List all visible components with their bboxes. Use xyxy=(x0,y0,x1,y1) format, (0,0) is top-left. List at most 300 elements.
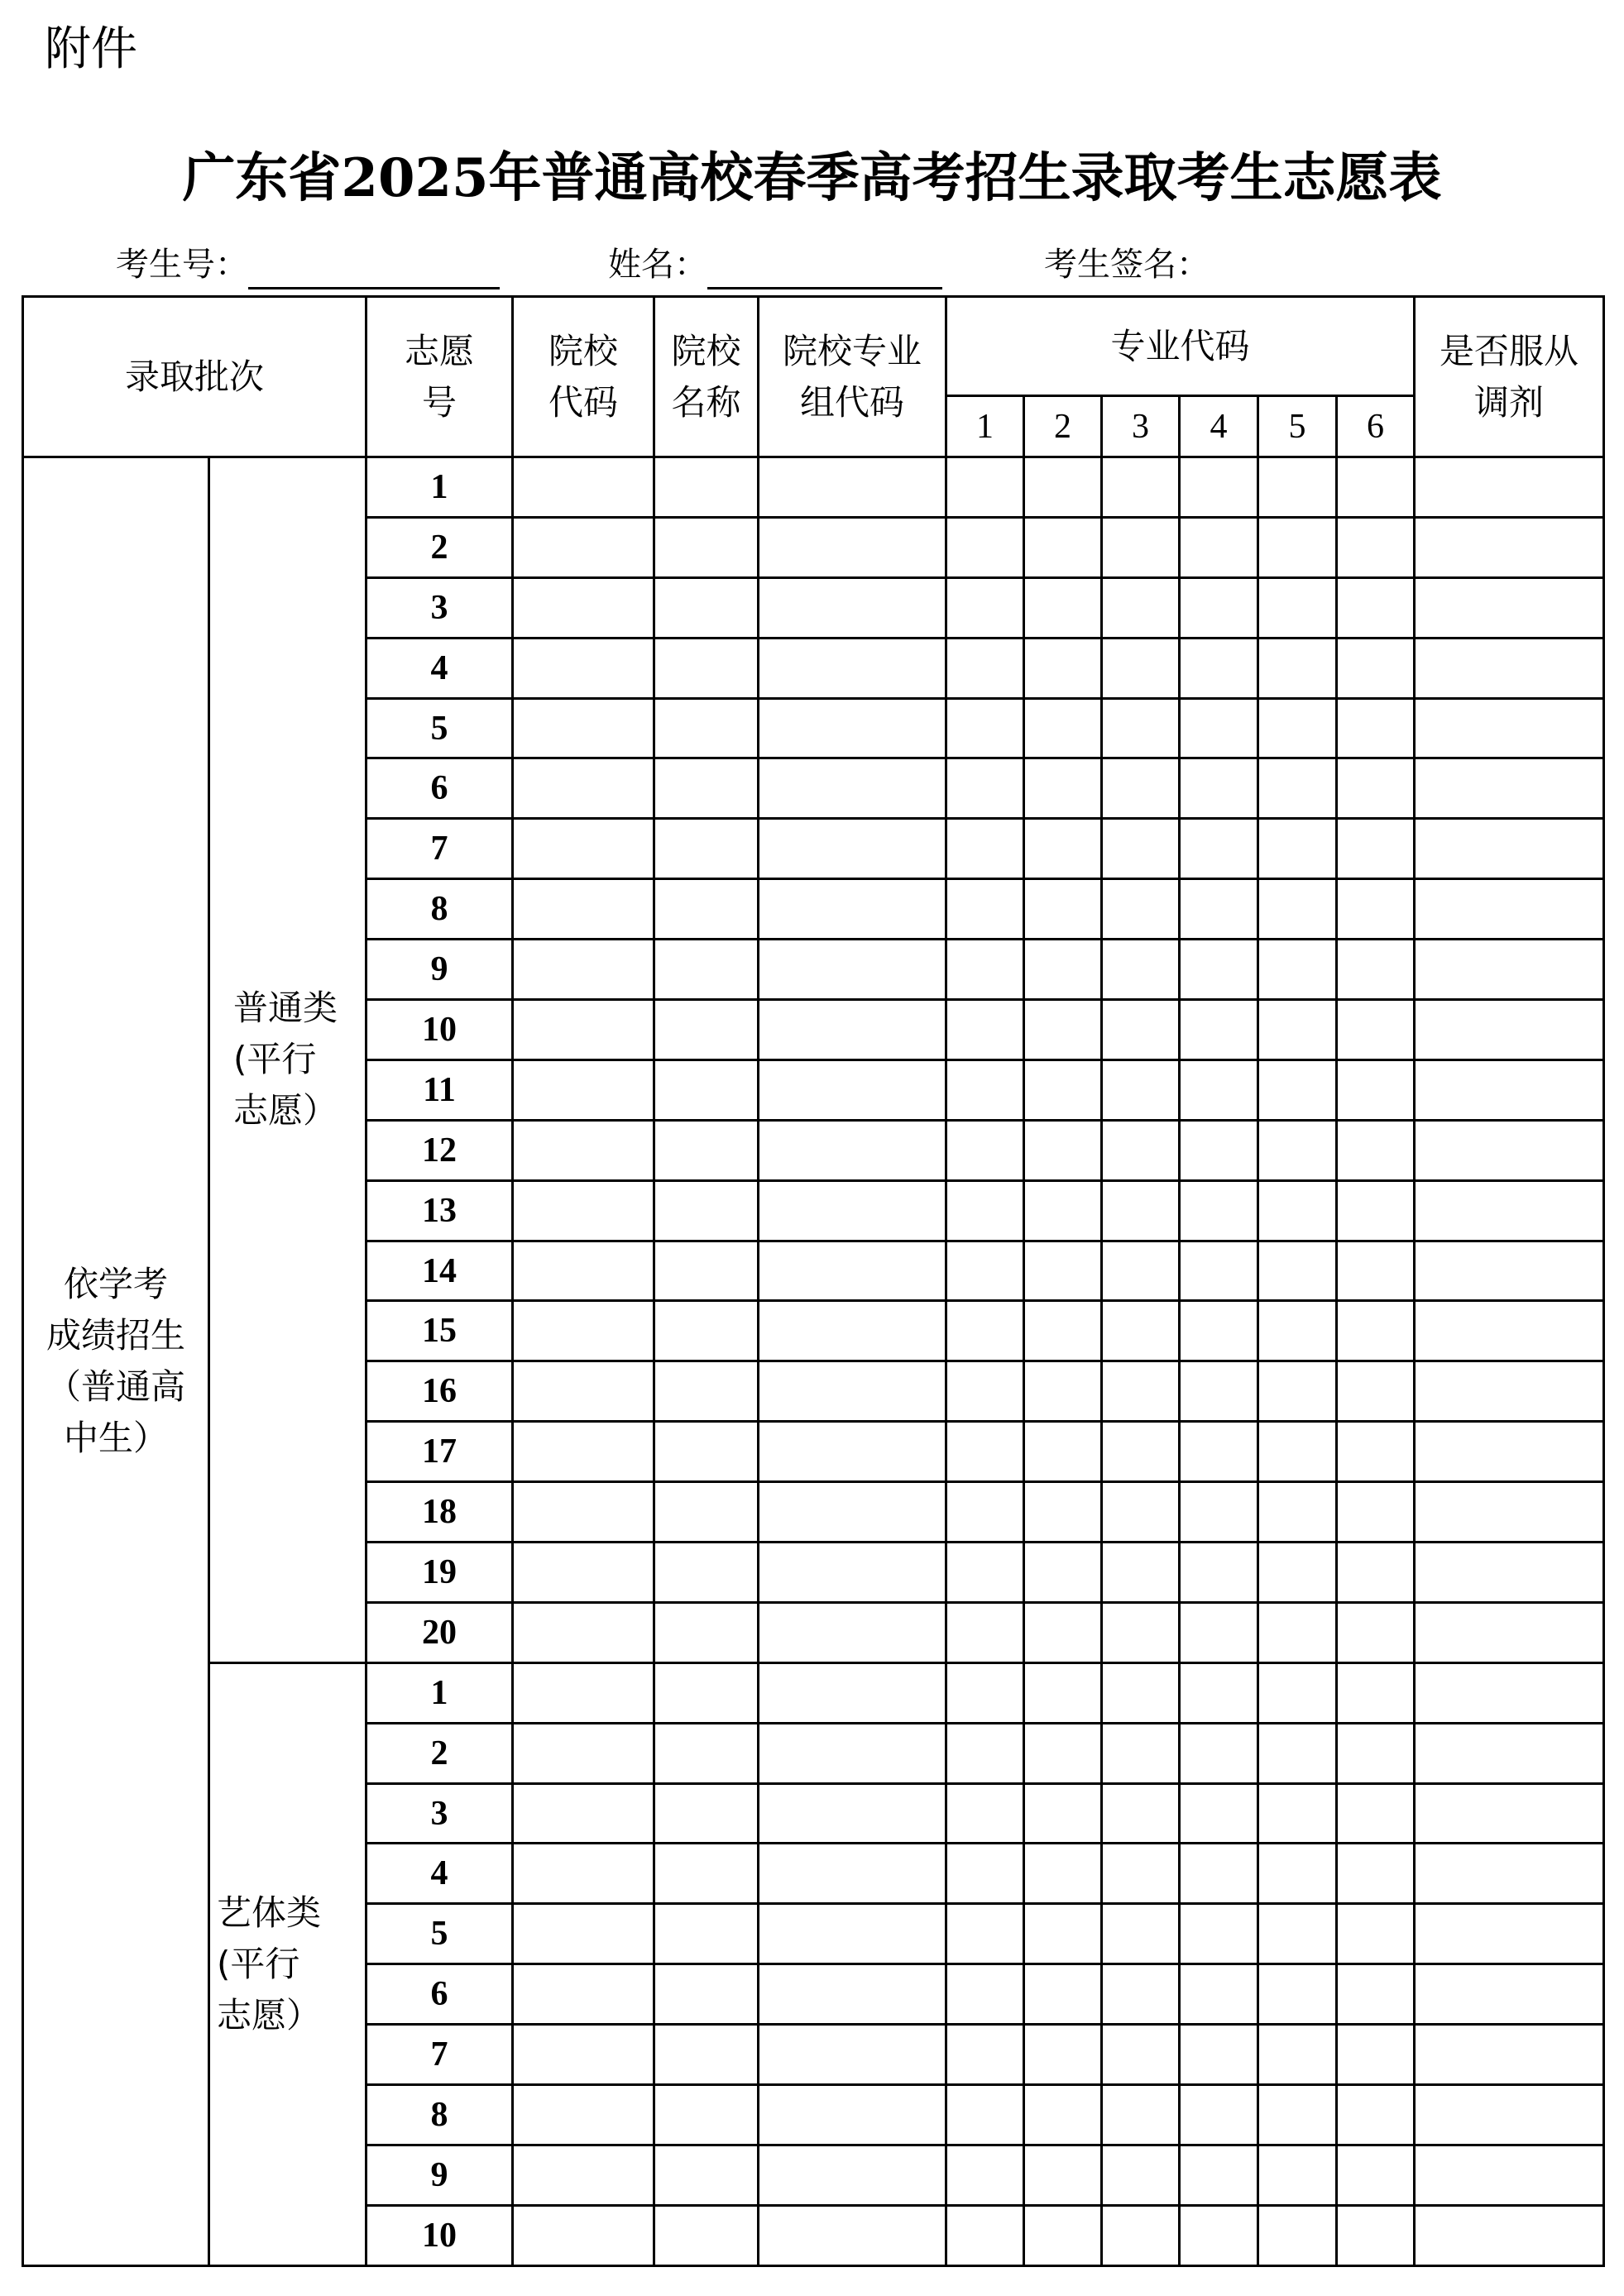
adjust-cell[interactable] xyxy=(1415,1422,1604,1482)
school-code-cell[interactable] xyxy=(513,457,654,518)
group-code-cell[interactable] xyxy=(759,819,946,879)
group-code-cell[interactable] xyxy=(759,1361,946,1422)
group-code-cell[interactable] xyxy=(759,517,946,577)
major-code-4-cell[interactable] xyxy=(1180,1482,1258,1543)
major-code-1-cell[interactable] xyxy=(946,577,1024,638)
group-code-cell[interactable] xyxy=(759,879,946,940)
major-code-6-cell[interactable] xyxy=(1337,1904,1415,1964)
adjust-cell[interactable] xyxy=(1415,1120,1604,1180)
school-code-cell[interactable] xyxy=(513,517,654,577)
major-code-2-cell[interactable] xyxy=(1024,1964,1102,2025)
group-code-cell[interactable] xyxy=(759,638,946,698)
major-code-5-cell[interactable] xyxy=(1258,1662,1337,1723)
major-code-5-cell[interactable] xyxy=(1258,819,1337,879)
adjust-cell[interactable] xyxy=(1415,1180,1604,1241)
major-code-4-cell[interactable] xyxy=(1180,1422,1258,1482)
major-code-1-cell[interactable] xyxy=(946,1602,1024,1662)
school-code-cell[interactable] xyxy=(513,1783,654,1844)
major-code-1-cell[interactable] xyxy=(946,517,1024,577)
major-code-4-cell[interactable] xyxy=(1180,1602,1258,1662)
school-code-cell[interactable] xyxy=(513,698,654,758)
major-code-2-cell[interactable] xyxy=(1024,1060,1102,1120)
major-code-6-cell[interactable] xyxy=(1337,1844,1415,1904)
group-code-cell[interactable] xyxy=(759,940,946,1000)
school-name-cell[interactable] xyxy=(654,1783,759,1844)
adjust-cell[interactable] xyxy=(1415,698,1604,758)
school-name-cell[interactable] xyxy=(654,1180,759,1241)
major-code-2-cell[interactable] xyxy=(1024,1180,1102,1241)
school-code-cell[interactable] xyxy=(513,1120,654,1180)
major-code-3-cell[interactable] xyxy=(1102,1602,1180,1662)
major-code-2-cell[interactable] xyxy=(1024,879,1102,940)
major-code-4-cell[interactable] xyxy=(1180,1180,1258,1241)
major-code-6-cell[interactable] xyxy=(1337,1662,1415,1723)
major-code-5-cell[interactable] xyxy=(1258,1904,1337,1964)
major-code-5-cell[interactable] xyxy=(1258,879,1337,940)
school-name-cell[interactable] xyxy=(654,2085,759,2145)
school-code-cell[interactable] xyxy=(513,1543,654,1603)
group-code-cell[interactable] xyxy=(759,1000,946,1060)
major-code-5-cell[interactable] xyxy=(1258,457,1337,518)
major-code-2-cell[interactable] xyxy=(1024,1361,1102,1422)
adjust-cell[interactable] xyxy=(1415,1964,1604,2025)
major-code-1-cell[interactable] xyxy=(946,2025,1024,2085)
major-code-4-cell[interactable] xyxy=(1180,1120,1258,1180)
adjust-cell[interactable] xyxy=(1415,2145,1604,2205)
major-code-6-cell[interactable] xyxy=(1337,1783,1415,1844)
group-code-cell[interactable] xyxy=(759,2205,946,2265)
group-code-cell[interactable] xyxy=(759,1662,946,1723)
school-name-cell[interactable] xyxy=(654,2205,759,2265)
major-code-6-cell[interactable] xyxy=(1337,2205,1415,2265)
major-code-2-cell[interactable] xyxy=(1024,1241,1102,1301)
major-code-5-cell[interactable] xyxy=(1258,1723,1337,1783)
major-code-6-cell[interactable] xyxy=(1337,517,1415,577)
major-code-3-cell[interactable] xyxy=(1102,517,1180,577)
major-code-6-cell[interactable] xyxy=(1337,2145,1415,2205)
major-code-5-cell[interactable] xyxy=(1258,2205,1337,2265)
major-code-1-cell[interactable] xyxy=(946,2085,1024,2145)
major-code-3-cell[interactable] xyxy=(1102,758,1180,819)
major-code-5-cell[interactable] xyxy=(1258,1602,1337,1662)
school-code-cell[interactable] xyxy=(513,2145,654,2205)
major-code-2-cell[interactable] xyxy=(1024,2145,1102,2205)
major-code-4-cell[interactable] xyxy=(1180,1662,1258,1723)
major-code-1-cell[interactable] xyxy=(946,638,1024,698)
major-code-5-cell[interactable] xyxy=(1258,1422,1337,1482)
major-code-4-cell[interactable] xyxy=(1180,2025,1258,2085)
major-code-1-cell[interactable] xyxy=(946,2205,1024,2265)
major-code-5-cell[interactable] xyxy=(1258,1301,1337,1361)
school-name-cell[interactable] xyxy=(654,517,759,577)
major-code-6-cell[interactable] xyxy=(1337,1120,1415,1180)
major-code-3-cell[interactable] xyxy=(1102,1180,1180,1241)
major-code-1-cell[interactable] xyxy=(946,1543,1024,1603)
major-code-1-cell[interactable] xyxy=(946,1904,1024,1964)
major-code-2-cell[interactable] xyxy=(1024,1120,1102,1180)
major-code-3-cell[interactable] xyxy=(1102,1543,1180,1603)
major-code-5-cell[interactable] xyxy=(1258,1120,1337,1180)
school-name-cell[interactable] xyxy=(654,2025,759,2085)
major-code-4-cell[interactable] xyxy=(1180,1904,1258,1964)
major-code-4-cell[interactable] xyxy=(1180,517,1258,577)
school-code-cell[interactable] xyxy=(513,1301,654,1361)
major-code-6-cell[interactable] xyxy=(1337,940,1415,1000)
major-code-4-cell[interactable] xyxy=(1180,1723,1258,1783)
major-code-1-cell[interactable] xyxy=(946,2145,1024,2205)
school-code-cell[interactable] xyxy=(513,819,654,879)
major-code-5-cell[interactable] xyxy=(1258,2025,1337,2085)
major-code-3-cell[interactable] xyxy=(1102,1361,1180,1422)
major-code-3-cell[interactable] xyxy=(1102,879,1180,940)
adjust-cell[interactable] xyxy=(1415,2205,1604,2265)
group-code-cell[interactable] xyxy=(759,1180,946,1241)
adjust-cell[interactable] xyxy=(1415,1844,1604,1904)
major-code-5-cell[interactable] xyxy=(1258,1180,1337,1241)
major-code-5-cell[interactable] xyxy=(1258,577,1337,638)
major-code-6-cell[interactable] xyxy=(1337,1543,1415,1603)
major-code-6-cell[interactable] xyxy=(1337,758,1415,819)
adjust-cell[interactable] xyxy=(1415,2085,1604,2145)
major-code-2-cell[interactable] xyxy=(1024,1543,1102,1603)
group-code-cell[interactable] xyxy=(759,577,946,638)
adjust-cell[interactable] xyxy=(1415,517,1604,577)
group-code-cell[interactable] xyxy=(759,2025,946,2085)
school-name-cell[interactable] xyxy=(654,1844,759,1904)
major-code-3-cell[interactable] xyxy=(1102,1482,1180,1543)
major-code-4-cell[interactable] xyxy=(1180,1783,1258,1844)
school-code-cell[interactable] xyxy=(513,1662,654,1723)
major-code-2-cell[interactable] xyxy=(1024,638,1102,698)
adjust-cell[interactable] xyxy=(1415,1301,1604,1361)
major-code-3-cell[interactable] xyxy=(1102,577,1180,638)
group-code-cell[interactable] xyxy=(759,1060,946,1120)
major-code-6-cell[interactable] xyxy=(1337,879,1415,940)
major-code-6-cell[interactable] xyxy=(1337,1723,1415,1783)
exam-no-input[interactable] xyxy=(248,246,500,289)
major-code-4-cell[interactable] xyxy=(1180,638,1258,698)
adjust-cell[interactable] xyxy=(1415,577,1604,638)
major-code-3-cell[interactable] xyxy=(1102,1783,1180,1844)
major-code-4-cell[interactable] xyxy=(1180,698,1258,758)
adjust-cell[interactable] xyxy=(1415,1241,1604,1301)
major-code-3-cell[interactable] xyxy=(1102,1301,1180,1361)
major-code-1-cell[interactable] xyxy=(946,1180,1024,1241)
school-code-cell[interactable] xyxy=(513,1060,654,1120)
adjust-cell[interactable] xyxy=(1415,1060,1604,1120)
major-code-3-cell[interactable] xyxy=(1102,698,1180,758)
major-code-5-cell[interactable] xyxy=(1258,1964,1337,2025)
major-code-5-cell[interactable] xyxy=(1258,1783,1337,1844)
major-code-1-cell[interactable] xyxy=(946,1964,1024,2025)
major-code-4-cell[interactable] xyxy=(1180,1964,1258,2025)
major-code-6-cell[interactable] xyxy=(1337,2085,1415,2145)
major-code-6-cell[interactable] xyxy=(1337,2025,1415,2085)
major-code-1-cell[interactable] xyxy=(946,1241,1024,1301)
major-code-1-cell[interactable] xyxy=(946,1000,1024,1060)
school-name-cell[interactable] xyxy=(654,698,759,758)
major-code-5-cell[interactable] xyxy=(1258,940,1337,1000)
major-code-3-cell[interactable] xyxy=(1102,819,1180,879)
major-code-3-cell[interactable] xyxy=(1102,638,1180,698)
school-name-cell[interactable] xyxy=(654,1662,759,1723)
major-code-6-cell[interactable] xyxy=(1337,819,1415,879)
adjust-cell[interactable] xyxy=(1415,1361,1604,1422)
school-name-cell[interactable] xyxy=(654,1422,759,1482)
adjust-cell[interactable] xyxy=(1415,879,1604,940)
group-code-cell[interactable] xyxy=(759,1723,946,1783)
major-code-6-cell[interactable] xyxy=(1337,1482,1415,1543)
adjust-cell[interactable] xyxy=(1415,1000,1604,1060)
major-code-4-cell[interactable] xyxy=(1180,1301,1258,1361)
major-code-1-cell[interactable] xyxy=(946,1783,1024,1844)
adjust-cell[interactable] xyxy=(1415,1904,1604,1964)
school-code-cell[interactable] xyxy=(513,1000,654,1060)
group-code-cell[interactable] xyxy=(759,2145,946,2205)
school-name-cell[interactable] xyxy=(654,758,759,819)
school-name-cell[interactable] xyxy=(654,1000,759,1060)
major-code-2-cell[interactable] xyxy=(1024,2205,1102,2265)
major-code-5-cell[interactable] xyxy=(1258,517,1337,577)
major-code-1-cell[interactable] xyxy=(946,819,1024,879)
major-code-6-cell[interactable] xyxy=(1337,1180,1415,1241)
group-code-cell[interactable] xyxy=(759,2085,946,2145)
school-code-cell[interactable] xyxy=(513,2025,654,2085)
group-code-cell[interactable] xyxy=(759,698,946,758)
major-code-2-cell[interactable] xyxy=(1024,1723,1102,1783)
school-name-cell[interactable] xyxy=(654,1060,759,1120)
group-code-cell[interactable] xyxy=(759,1241,946,1301)
major-code-3-cell[interactable] xyxy=(1102,1904,1180,1964)
major-code-1-cell[interactable] xyxy=(946,698,1024,758)
major-code-1-cell[interactable] xyxy=(946,1301,1024,1361)
major-code-2-cell[interactable] xyxy=(1024,1301,1102,1361)
major-code-1-cell[interactable] xyxy=(946,1120,1024,1180)
major-code-5-cell[interactable] xyxy=(1258,1000,1337,1060)
school-name-cell[interactable] xyxy=(654,819,759,879)
school-code-cell[interactable] xyxy=(513,1602,654,1662)
adjust-cell[interactable] xyxy=(1415,2025,1604,2085)
adjust-cell[interactable] xyxy=(1415,758,1604,819)
major-code-4-cell[interactable] xyxy=(1180,940,1258,1000)
school-name-cell[interactable] xyxy=(654,940,759,1000)
group-code-cell[interactable] xyxy=(759,1120,946,1180)
adjust-cell[interactable] xyxy=(1415,1783,1604,1844)
major-code-3-cell[interactable] xyxy=(1102,1844,1180,1904)
adjust-cell[interactable] xyxy=(1415,457,1604,518)
school-name-cell[interactable] xyxy=(654,1241,759,1301)
major-code-1-cell[interactable] xyxy=(946,758,1024,819)
adjust-cell[interactable] xyxy=(1415,1662,1604,1723)
major-code-4-cell[interactable] xyxy=(1180,879,1258,940)
major-code-4-cell[interactable] xyxy=(1180,2085,1258,2145)
school-code-cell[interactable] xyxy=(513,1904,654,1964)
major-code-3-cell[interactable] xyxy=(1102,2025,1180,2085)
school-name-cell[interactable] xyxy=(654,1602,759,1662)
school-code-cell[interactable] xyxy=(513,1361,654,1422)
major-code-5-cell[interactable] xyxy=(1258,2085,1337,2145)
major-code-2-cell[interactable] xyxy=(1024,758,1102,819)
school-code-cell[interactable] xyxy=(513,879,654,940)
group-code-cell[interactable] xyxy=(759,457,946,518)
school-name-cell[interactable] xyxy=(654,1964,759,2025)
major-code-4-cell[interactable] xyxy=(1180,758,1258,819)
major-code-6-cell[interactable] xyxy=(1337,1241,1415,1301)
major-code-3-cell[interactable] xyxy=(1102,457,1180,518)
major-code-2-cell[interactable] xyxy=(1024,819,1102,879)
school-code-cell[interactable] xyxy=(513,2205,654,2265)
adjust-cell[interactable] xyxy=(1415,1543,1604,1603)
school-name-cell[interactable] xyxy=(654,1723,759,1783)
major-code-4-cell[interactable] xyxy=(1180,457,1258,518)
major-code-6-cell[interactable] xyxy=(1337,698,1415,758)
group-code-cell[interactable] xyxy=(759,1602,946,1662)
major-code-2-cell[interactable] xyxy=(1024,577,1102,638)
major-code-4-cell[interactable] xyxy=(1180,1060,1258,1120)
school-name-cell[interactable] xyxy=(654,1482,759,1543)
major-code-3-cell[interactable] xyxy=(1102,1422,1180,1482)
adjust-cell[interactable] xyxy=(1415,1602,1604,1662)
school-code-cell[interactable] xyxy=(513,638,654,698)
adjust-cell[interactable] xyxy=(1415,1482,1604,1543)
group-code-cell[interactable] xyxy=(759,758,946,819)
adjust-cell[interactable] xyxy=(1415,819,1604,879)
major-code-5-cell[interactable] xyxy=(1258,1482,1337,1543)
major-code-6-cell[interactable] xyxy=(1337,1060,1415,1120)
major-code-4-cell[interactable] xyxy=(1180,1241,1258,1301)
major-code-1-cell[interactable] xyxy=(946,1422,1024,1482)
major-code-5-cell[interactable] xyxy=(1258,638,1337,698)
major-code-4-cell[interactable] xyxy=(1180,2205,1258,2265)
major-code-5-cell[interactable] xyxy=(1258,1060,1337,1120)
major-code-1-cell[interactable] xyxy=(946,1723,1024,1783)
major-code-4-cell[interactable] xyxy=(1180,1361,1258,1422)
major-code-2-cell[interactable] xyxy=(1024,1662,1102,1723)
major-code-2-cell[interactable] xyxy=(1024,1783,1102,1844)
school-code-cell[interactable] xyxy=(513,1482,654,1543)
major-code-1-cell[interactable] xyxy=(946,457,1024,518)
major-code-6-cell[interactable] xyxy=(1337,457,1415,518)
group-code-cell[interactable] xyxy=(759,1482,946,1543)
school-code-cell[interactable] xyxy=(513,758,654,819)
school-code-cell[interactable] xyxy=(513,1844,654,1904)
major-code-5-cell[interactable] xyxy=(1258,2145,1337,2205)
major-code-4-cell[interactable] xyxy=(1180,1543,1258,1603)
school-code-cell[interactable] xyxy=(513,1964,654,2025)
major-code-3-cell[interactable] xyxy=(1102,1060,1180,1120)
major-code-4-cell[interactable] xyxy=(1180,1844,1258,1904)
school-code-cell[interactable] xyxy=(513,940,654,1000)
group-code-cell[interactable] xyxy=(759,1904,946,1964)
major-code-6-cell[interactable] xyxy=(1337,638,1415,698)
major-code-6-cell[interactable] xyxy=(1337,1422,1415,1482)
major-code-3-cell[interactable] xyxy=(1102,2145,1180,2205)
adjust-cell[interactable] xyxy=(1415,940,1604,1000)
major-code-5-cell[interactable] xyxy=(1258,698,1337,758)
major-code-1-cell[interactable] xyxy=(946,1662,1024,1723)
school-code-cell[interactable] xyxy=(513,1180,654,1241)
school-code-cell[interactable] xyxy=(513,1422,654,1482)
major-code-1-cell[interactable] xyxy=(946,1361,1024,1422)
major-code-3-cell[interactable] xyxy=(1102,2085,1180,2145)
major-code-3-cell[interactable] xyxy=(1102,1000,1180,1060)
major-code-5-cell[interactable] xyxy=(1258,1241,1337,1301)
group-code-cell[interactable] xyxy=(759,1301,946,1361)
major-code-1-cell[interactable] xyxy=(946,1844,1024,1904)
school-name-cell[interactable] xyxy=(654,1361,759,1422)
major-code-3-cell[interactable] xyxy=(1102,1723,1180,1783)
major-code-6-cell[interactable] xyxy=(1337,577,1415,638)
group-code-cell[interactable] xyxy=(759,1422,946,1482)
school-name-cell[interactable] xyxy=(654,457,759,518)
adjust-cell[interactable] xyxy=(1415,1723,1604,1783)
major-code-5-cell[interactable] xyxy=(1258,1543,1337,1603)
school-name-cell[interactable] xyxy=(654,577,759,638)
major-code-4-cell[interactable] xyxy=(1180,577,1258,638)
major-code-3-cell[interactable] xyxy=(1102,1241,1180,1301)
major-code-5-cell[interactable] xyxy=(1258,758,1337,819)
adjust-cell[interactable] xyxy=(1415,638,1604,698)
major-code-1-cell[interactable] xyxy=(946,1482,1024,1543)
major-code-1-cell[interactable] xyxy=(946,1060,1024,1120)
school-name-cell[interactable] xyxy=(654,1904,759,1964)
school-name-cell[interactable] xyxy=(654,1120,759,1180)
major-code-4-cell[interactable] xyxy=(1180,819,1258,879)
name-input[interactable] xyxy=(707,246,942,289)
major-code-2-cell[interactable] xyxy=(1024,698,1102,758)
school-name-cell[interactable] xyxy=(654,1301,759,1361)
school-name-cell[interactable] xyxy=(654,1543,759,1603)
major-code-6-cell[interactable] xyxy=(1337,1964,1415,2025)
major-code-2-cell[interactable] xyxy=(1024,1844,1102,1904)
major-code-3-cell[interactable] xyxy=(1102,1120,1180,1180)
major-code-3-cell[interactable] xyxy=(1102,1662,1180,1723)
major-code-6-cell[interactable] xyxy=(1337,1602,1415,1662)
major-code-2-cell[interactable] xyxy=(1024,517,1102,577)
major-code-2-cell[interactable] xyxy=(1024,457,1102,518)
major-code-3-cell[interactable] xyxy=(1102,1964,1180,2025)
major-code-2-cell[interactable] xyxy=(1024,1482,1102,1543)
major-code-2-cell[interactable] xyxy=(1024,2025,1102,2085)
major-code-5-cell[interactable] xyxy=(1258,1844,1337,1904)
school-code-cell[interactable] xyxy=(513,1723,654,1783)
major-code-5-cell[interactable] xyxy=(1258,1361,1337,1422)
major-code-4-cell[interactable] xyxy=(1180,1000,1258,1060)
school-name-cell[interactable] xyxy=(654,879,759,940)
school-name-cell[interactable] xyxy=(654,638,759,698)
major-code-1-cell[interactable] xyxy=(946,940,1024,1000)
major-code-4-cell[interactable] xyxy=(1180,2145,1258,2205)
major-code-2-cell[interactable] xyxy=(1024,1422,1102,1482)
group-code-cell[interactable] xyxy=(759,1543,946,1603)
school-code-cell[interactable] xyxy=(513,1241,654,1301)
major-code-6-cell[interactable] xyxy=(1337,1361,1415,1422)
major-code-2-cell[interactable] xyxy=(1024,940,1102,1000)
major-code-2-cell[interactable] xyxy=(1024,1000,1102,1060)
group-code-cell[interactable] xyxy=(759,1964,946,2025)
major-code-6-cell[interactable] xyxy=(1337,1000,1415,1060)
major-code-3-cell[interactable] xyxy=(1102,2205,1180,2265)
major-code-6-cell[interactable] xyxy=(1337,1301,1415,1361)
group-code-cell[interactable] xyxy=(759,1844,946,1904)
major-code-3-cell[interactable] xyxy=(1102,940,1180,1000)
major-code-1-cell[interactable] xyxy=(946,879,1024,940)
school-code-cell[interactable] xyxy=(513,2085,654,2145)
school-code-cell[interactable] xyxy=(513,577,654,638)
major-code-2-cell[interactable] xyxy=(1024,2085,1102,2145)
major-code-2-cell[interactable] xyxy=(1024,1904,1102,1964)
major-code-2-cell[interactable] xyxy=(1024,1602,1102,1662)
